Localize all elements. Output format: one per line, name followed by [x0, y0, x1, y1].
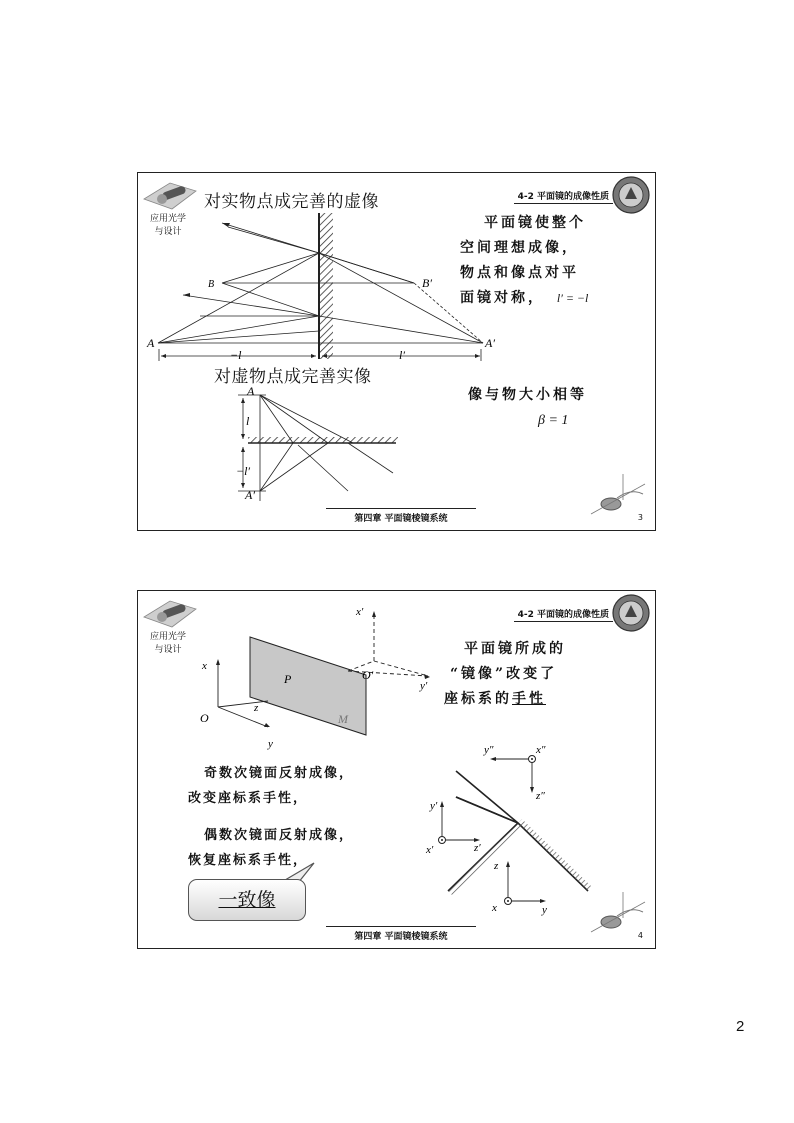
text-line-1: 平面镜使整个	[484, 215, 586, 231]
axis-x-3: x	[492, 902, 497, 914]
odd-line-2: 改变座标系手性，	[188, 791, 309, 806]
origin-O: O	[200, 711, 209, 725]
label-l-prime: l′	[399, 348, 405, 362]
axis-x-prime-2: x′	[426, 844, 434, 856]
text-line-3: 物点和像点对平	[460, 265, 579, 281]
odd-line-1: 奇数次镜面反射成像，	[204, 766, 355, 781]
label-neg-l: −l	[230, 348, 242, 362]
axis-z-3: z	[494, 860, 499, 872]
label-A: A	[147, 336, 155, 350]
axis-z-prime-2: z′	[474, 842, 481, 854]
text-line-2: “镜像”改变了	[450, 666, 558, 682]
equal-size-text: 像与物大小相等	[468, 387, 587, 403]
label-A-prime-real: A′	[245, 488, 255, 502]
axis-y: y	[268, 738, 273, 750]
axis-z: z	[254, 702, 259, 714]
text-line-3: 座标系的	[444, 691, 512, 707]
label-A-virtual-object: A	[247, 384, 255, 398]
slide-page-number: 4	[637, 931, 643, 940]
formula-l: l′ = −l	[556, 291, 589, 305]
even-line-1: 偶数次镜面反射成像，	[204, 828, 355, 843]
text-line-4: 面镜对称，	[460, 290, 545, 306]
footer-chapter: 第四章 平面镜棱镜系统	[326, 926, 476, 942]
label-neg-l-prime: −l′	[236, 464, 251, 478]
even-line-2: 恢复座标系手性，	[188, 853, 309, 868]
point-P: P	[284, 672, 292, 686]
formula-beta: β = 1	[538, 413, 569, 428]
callout-text: 一致像	[218, 889, 276, 911]
label-l: l	[246, 414, 250, 428]
text-handedness-underlined: 手性	[512, 691, 546, 707]
document-page-number: 2	[736, 1018, 745, 1035]
axis-x: x	[202, 660, 207, 672]
slide-page-number: 3	[637, 513, 643, 522]
section-heading: 4-2 平面镜的成像性质	[514, 607, 613, 622]
footer-chapter: 第四章 平面镜棱镜系统	[326, 508, 476, 524]
course-label-line1: 应用光学	[149, 214, 186, 224]
text-line-1: 平面镜所成的	[464, 641, 566, 657]
text-line-2: 空间理想成像，	[460, 240, 579, 256]
origin-O-prime: O′	[362, 668, 374, 682]
slide-4	[137, 590, 656, 949]
mirror-M: M	[338, 712, 348, 726]
real-image-diagram	[138, 173, 656, 531]
section-heading: 4-2 平面镜的成像性质	[514, 189, 613, 204]
label-B-prime: B′	[422, 276, 432, 290]
slide-3	[137, 172, 656, 531]
double-mirror-diagram	[138, 591, 656, 949]
title-virtual-image: 对实物点成完善的虚像	[204, 192, 379, 212]
axis-y-3: y	[542, 904, 547, 916]
axis-z-double-prime: z″	[536, 790, 545, 802]
label-B: B	[208, 279, 215, 290]
label-A-prime: A′	[485, 336, 495, 350]
title-real-image: 对虚物点成完善实像	[214, 367, 372, 387]
axis-y-prime: y′	[420, 680, 428, 692]
axis-y-prime-2: y′	[430, 800, 438, 812]
course-label-line1: 应用光学	[149, 632, 186, 642]
course-label-line2: 与设计	[154, 645, 182, 655]
axis-x-prime: x′	[356, 606, 364, 618]
axis-x-double-prime: x″	[536, 744, 546, 756]
axis-y-double-prime: y″	[484, 744, 494, 756]
course-label-line2: 与设计	[154, 227, 182, 237]
